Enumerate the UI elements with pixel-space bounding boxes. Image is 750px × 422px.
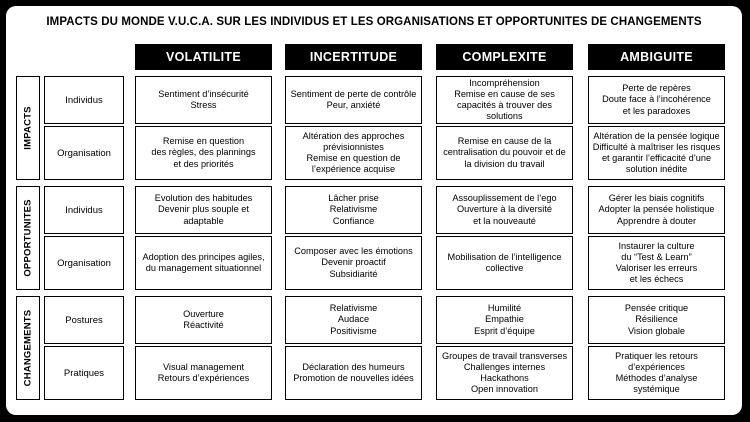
cell-line: Empathie	[485, 314, 524, 325]
cell-line: Relativisme	[329, 204, 378, 215]
column-header-ambiguite: AMBIGUITE	[588, 44, 725, 70]
cell-line: Sentiment de perte de contrôle	[290, 88, 417, 99]
cell-line: Adopter la pensée holistique	[598, 204, 715, 215]
cell-line: et garantir l’efficacité d’une	[601, 153, 712, 163]
matrix-cell	[285, 346, 422, 400]
group-label-impacts	[16, 76, 40, 180]
cell-line: prévisionnistes	[323, 141, 384, 152]
cell-line: Composer avec les émotions	[294, 246, 413, 257]
cell-line: solutions	[486, 111, 523, 122]
cell-line: Doute face à l’incohérence	[602, 94, 711, 105]
cell-line: Hackathons	[480, 373, 529, 383]
cell-line: Peur, anxiété	[326, 100, 381, 110]
cell-line: Lâcher prise	[328, 193, 379, 204]
cell-line: Vision globale	[627, 325, 686, 336]
cell-line: et les échecs	[629, 274, 684, 285]
matrix-cell	[285, 236, 422, 290]
matrix-cell	[285, 126, 422, 180]
cell-line: Visual management	[162, 361, 245, 372]
cell-line: Remise en question de	[306, 153, 401, 163]
cell-line: solution inédite	[625, 164, 688, 175]
matrix-cell	[588, 296, 725, 344]
cell-line: Remise en question	[162, 136, 245, 147]
cell-line: Challenges internes	[463, 361, 546, 372]
cell-line: Réactivité	[183, 320, 224, 330]
matrix-cell	[135, 76, 272, 124]
cell-line: Confiance	[332, 215, 375, 226]
cell-line: Subsidiarité	[329, 268, 378, 279]
cell-line: Remise en cause de la	[457, 136, 552, 147]
matrix-cell	[436, 296, 573, 344]
column-header-incertitude: INCERTITUDE	[285, 44, 422, 70]
cell-line: et la nouveauté	[473, 215, 536, 226]
vuca-matrix	[6, 6, 742, 415]
cell-line: Humilité	[487, 303, 522, 314]
cell-line: et les paradoxes	[622, 105, 691, 116]
matrix-cell	[588, 236, 725, 290]
cell-line: Devenir proactif	[321, 257, 386, 268]
group-label-changements	[16, 296, 40, 400]
cell-line: Mobilisation de l’intelligence	[447, 251, 562, 262]
cell-line: Evolution des habitudes	[154, 193, 253, 204]
cell-line: Apprendre à douter	[616, 215, 697, 226]
cell-line: Devenir plus souple et	[158, 204, 249, 215]
cell-line: l’expérience acquise	[311, 164, 396, 175]
row-label-individus: Individus	[44, 186, 124, 234]
row-label-organisation: Organisation	[44, 236, 124, 290]
cell-line: centralisation du pouvoir et de	[443, 147, 566, 158]
matrix-cell	[285, 296, 422, 344]
row-label-organisation: Organisation	[44, 126, 124, 180]
cell-line: Open innovation	[471, 384, 538, 395]
cell-line: adaptable	[183, 215, 224, 226]
cell-line: Ouverture	[183, 308, 224, 319]
cell-line: d’expériences	[628, 361, 685, 372]
cell-line: Positivisme	[330, 325, 377, 336]
cell-line: Retours d’expériences	[157, 373, 250, 383]
matrix-cell	[436, 76, 573, 124]
column-header-volatilite: VOLATILITE	[135, 44, 272, 70]
matrix-cell	[135, 186, 272, 234]
cell-line: des règles, des plannings	[151, 147, 256, 158]
matrix-cell	[588, 186, 725, 234]
cell-line: capacités à trouver des	[457, 100, 552, 110]
cell-line: et des priorités	[173, 158, 234, 169]
cell-line: Méthodes d’analyse	[615, 373, 698, 383]
cell-line: Ouverture à la diversité	[457, 204, 552, 215]
matrix-cell	[588, 126, 725, 180]
column-header-complexite: COMPLEXITE	[436, 44, 573, 70]
matrix-cell	[436, 126, 573, 180]
cell-line: du “Test & Learn”	[621, 251, 692, 262]
cell-line: Remise en cause de ses	[454, 88, 555, 99]
group-label-opportunites	[16, 186, 40, 290]
cell-line: Résilience	[635, 314, 678, 325]
group-label-text: CHANGEMENTS	[22, 309, 34, 387]
cell-line: Valoriser les erreurs	[615, 263, 698, 273]
cell-line: systémique	[633, 384, 680, 395]
matrix-cell	[135, 296, 272, 344]
cell-line: Gérer les biais cognitifs	[608, 193, 705, 204]
cell-line: Pratiquer les retours	[615, 350, 698, 361]
matrix-cell	[436, 186, 573, 234]
cell-line: Assouplissement de l’ego	[452, 193, 557, 204]
matrix-cell	[135, 126, 272, 180]
matrix-cell	[436, 236, 573, 290]
cell-line: Déclaration des humeurs	[302, 361, 405, 372]
matrix-cell	[285, 186, 422, 234]
page-title: IMPACTS DU MONDE V.U.C.A. SUR LES INDIVIDUS ET LES ORGANISATIONS ET OPPORTUNITES DE CHANGEMENTS	[46, 16, 702, 28]
row-label-individus: Individus	[44, 76, 124, 124]
matrix-cell	[588, 76, 725, 124]
cell-line: Adoption des principes agiles,	[142, 251, 265, 262]
cell-line: Sentiment d’insécurité	[158, 88, 249, 99]
cell-line: Difficulté à maîtriser les risques	[592, 141, 721, 152]
group-label-text: IMPACTS	[22, 106, 34, 150]
cell-line: Altération de la pensée logique	[593, 130, 720, 141]
row-label-postures: Postures	[44, 296, 124, 344]
group-label-text: OPPORTUNITES	[22, 199, 34, 277]
cell-line: Perte de repères	[622, 83, 691, 94]
cell-line: Audace	[337, 314, 370, 325]
cell-line: Incompréhension	[469, 77, 540, 88]
matrix-cell	[135, 236, 272, 290]
cell-line: du management situationnel	[145, 263, 262, 273]
cell-line: Stress	[190, 100, 217, 110]
cell-line: Promotion de nouvelles idées	[293, 373, 414, 383]
matrix-cell	[135, 346, 272, 400]
cell-line: Pensée critique	[624, 303, 689, 314]
cell-line: Altération des approches	[302, 130, 405, 141]
matrix-cell	[588, 346, 725, 400]
matrix-cell	[285, 76, 422, 124]
cell-line: collective	[485, 263, 524, 273]
cell-line: Instaurer la culture	[618, 240, 695, 251]
cell-line: Esprit d’équipe	[474, 325, 535, 336]
cell-line: la division du travail	[464, 158, 545, 169]
cell-line: Relativisme	[329, 303, 378, 314]
matrix-cell	[436, 346, 573, 400]
row-label-pratiques: Pratiques	[44, 346, 124, 400]
cell-line: Groupes de travail transverses	[441, 350, 568, 361]
